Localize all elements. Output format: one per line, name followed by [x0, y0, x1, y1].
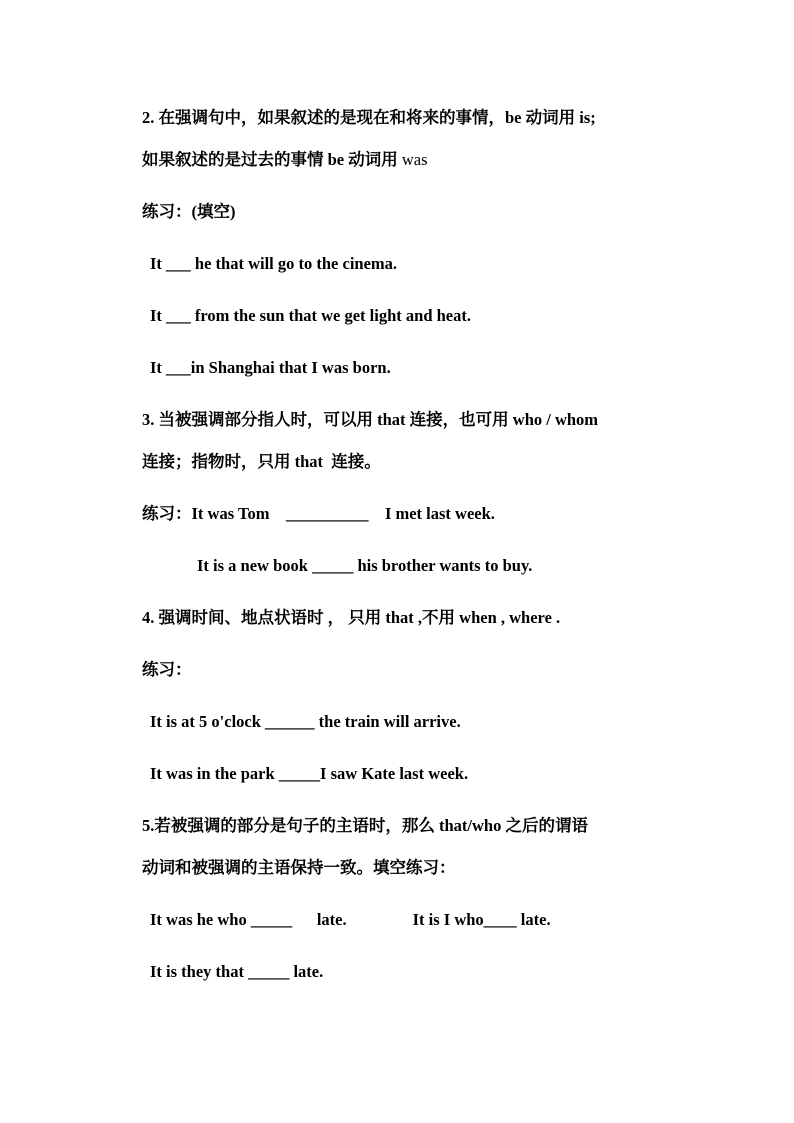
section-2-heading-text: 如果叙述的是过去的事情 be 动词用: [142, 150, 402, 169]
exercise-sentence: It was he who _____ late. It is I who____ late.: [150, 910, 551, 929]
exercise-sentence: It ___ from the sun that we get light and heat.: [150, 306, 471, 325]
section-5-heading-cont: 动词和被强调的主语保持一致。填空练习：: [142, 858, 456, 877]
practice-label: 练习：: [142, 660, 192, 679]
section-3-heading-cont: 连接；指物时，只用 that 连接。: [142, 452, 381, 471]
exercise-sentence: 练习：It was Tom __________ I met last week.: [142, 504, 495, 523]
section-5-heading: 5.若被强调的部分是句子的主语时，那么 that/who 之后的谓语: [142, 816, 588, 835]
section-2-heading-cont: [142, 149, 428, 171]
section-2-heading: 2. 在强调句中，如果叙述的是现在和将来的事情，be 动词用 is;: [142, 108, 596, 127]
exercise-sentence: It is they that _____ late.: [150, 962, 324, 981]
exercise-sentence: It was in the park _____I saw Kate last week.: [150, 764, 469, 783]
practice-label: 练习：(填空): [142, 202, 236, 221]
section-4-heading: 4. 强调时间、地点状语时 ， 只用 that ,不用 when , where .: [142, 608, 561, 627]
section-2-heading-tail: was: [401, 150, 428, 169]
exercise-sentence: It is at 5 o'clock ______ the train will arrive.: [150, 712, 461, 731]
section-3-heading: 3. 当被强调部分指人时，可以用 that 连接，也可用 who / whom: [142, 410, 599, 429]
exercise-sentence: It is a new book _____ his brother wants to buy.: [197, 556, 533, 575]
exercise-sentence: It ___in Shanghai that I was born.: [150, 358, 391, 377]
exercise-sentence: It ___ he that will go to the cinema.: [150, 254, 398, 273]
